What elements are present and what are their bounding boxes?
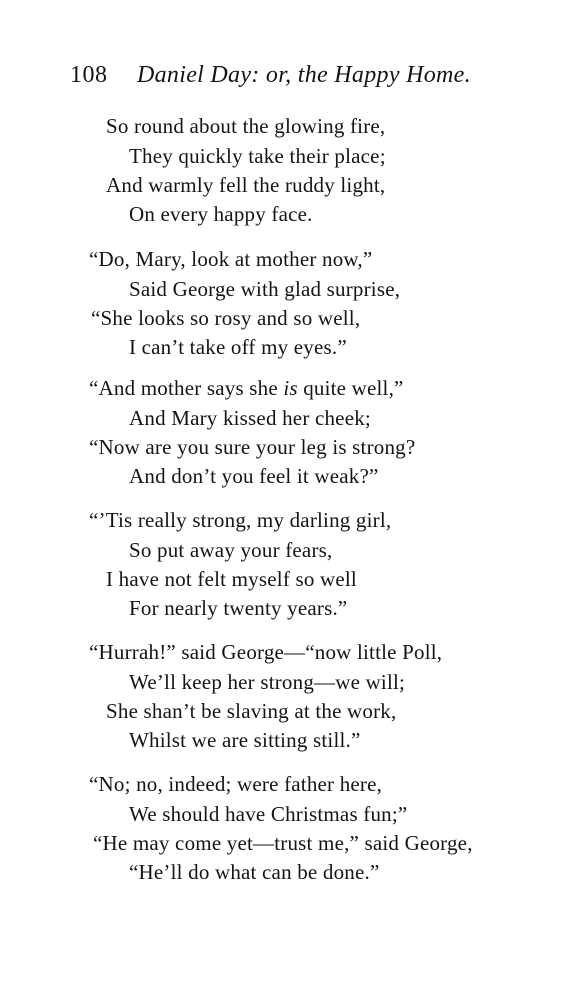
poem-line: And Mary kissed her cheek; — [129, 406, 371, 430]
line-text: “And mother says she is quite well,” — [89, 376, 404, 400]
poem-line: She shan’t be slaving at the work, — [106, 699, 397, 723]
poem-line: “He may come yet—trust me,” said George, — [93, 831, 473, 855]
running-title: Daniel Day: or, the Happy Home. — [137, 62, 471, 88]
poem-line: “She looks so rosy and so well, — [91, 306, 361, 330]
poem-line: They quickly take their place; — [129, 144, 386, 168]
page-number: 108 — [70, 62, 108, 88]
poem-line: Whilst we are sitting still.” — [129, 728, 361, 752]
poem-line: “Hurrah!” said George—“now little Poll, — [89, 640, 443, 664]
poem-line: We should have Christmas fun;” — [129, 802, 408, 826]
poem-line: For nearly twenty years.” — [129, 596, 348, 620]
poem-line: “Do, Mary, look at mother now,” — [89, 247, 373, 271]
poem-line: I can’t take off my eyes.” — [129, 335, 347, 359]
poem-line: We’ll keep her strong—we will; — [129, 670, 406, 694]
emphasis: is — [283, 376, 298, 400]
poem-line — [89, 374, 404, 402]
poem-line: On every happy face. — [129, 202, 313, 226]
poem-line: “He’ll do what can be done.” — [129, 860, 380, 884]
poem-line: “’Tis really strong, my darling girl, — [89, 508, 392, 532]
page-header — [70, 62, 547, 96]
poem-line: And don’t you feel it weak?” — [129, 464, 379, 488]
poem-line: “No; no, indeed; were father here, — [89, 772, 383, 796]
poem-line: So round about the glowing fire, — [106, 114, 386, 138]
poem-line: Said George with glad surprise, — [129, 277, 401, 301]
poem-line: So put away your fears, — [129, 538, 333, 562]
poem-line: “Now are you sure your leg is strong? — [89, 435, 416, 459]
poem-line: And warmly fell the ruddy light, — [106, 173, 386, 197]
poem-line: I have not felt myself so well — [106, 567, 357, 591]
